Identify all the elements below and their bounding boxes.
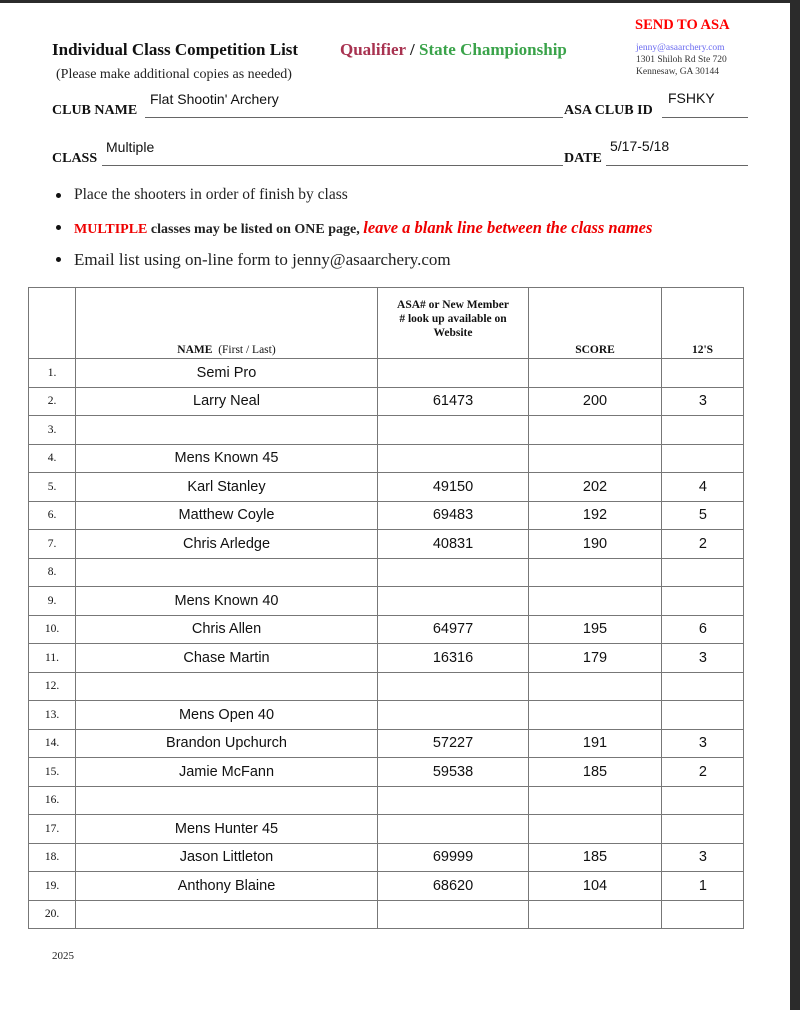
table-row <box>29 501 744 530</box>
score-cell[interactable]: 104 <box>529 872 662 901</box>
asa-number-cell[interactable] <box>378 786 529 815</box>
asa-number-cell[interactable] <box>378 558 529 587</box>
shooter-name-cell[interactable] <box>76 558 378 587</box>
twelves-count-cell[interactable] <box>662 359 744 388</box>
asa-number-cell[interactable]: 69483 <box>378 501 529 530</box>
row-number-cell[interactable]: 4. <box>29 444 76 473</box>
shooter-name-cell[interactable] <box>76 786 378 815</box>
twelves-count-cell[interactable]: 6 <box>662 615 744 644</box>
date-line <box>606 165 748 166</box>
asa-number-cell[interactable]: 69999 <box>378 843 529 872</box>
slash: / <box>410 40 415 59</box>
shooter-name-cell[interactable]: Mens Hunter 45 <box>76 815 378 844</box>
shooter-name-cell[interactable]: Chris Arledge <box>76 530 378 559</box>
subtitle: (Please make additional copies as needed) <box>56 67 292 82</box>
table-row <box>29 815 744 844</box>
table-row <box>29 359 744 388</box>
table-row <box>29 900 744 929</box>
row-number-cell[interactable]: 18. <box>29 843 76 872</box>
club-id-line <box>662 117 748 118</box>
score-cell[interactable]: 190 <box>529 530 662 559</box>
table-row <box>29 758 744 787</box>
asa-number-cell[interactable] <box>378 815 529 844</box>
shooter-name-cell[interactable]: Anthony Blaine <box>76 872 378 901</box>
twelves-count-cell[interactable]: 4 <box>662 473 744 502</box>
row-number-cell[interactable]: 1. <box>29 359 76 388</box>
twelves-count-cell[interactable]: 3 <box>662 729 744 758</box>
qualifier-label: Qualifier <box>340 40 406 59</box>
table-row <box>29 587 744 616</box>
row-number-cell[interactable]: 8. <box>29 558 76 587</box>
instruction-item <box>52 186 652 218</box>
asa-number-cell[interactable]: 59538 <box>378 758 529 787</box>
send-to-label: SEND TO ASA <box>635 17 730 33</box>
shooter-name-cell[interactable]: Jason Littleton <box>76 843 378 872</box>
asa-number-cell[interactable] <box>378 444 529 473</box>
shooter-name-cell[interactable] <box>76 416 378 445</box>
shooter-name-cell[interactable]: Matthew Coyle <box>76 501 378 530</box>
row-number-cell[interactable]: 11. <box>29 644 76 673</box>
score-cell[interactable] <box>529 786 662 815</box>
score-cell[interactable] <box>529 359 662 388</box>
header-number <box>29 288 76 359</box>
asa-number-cell[interactable] <box>378 701 529 730</box>
header-twelves: 12'S <box>662 288 744 359</box>
table-row <box>29 872 744 901</box>
asa-number-cell[interactable] <box>378 900 529 929</box>
score-cell[interactable] <box>529 416 662 445</box>
header-name-label: NAME <box>177 344 213 356</box>
table-row <box>29 558 744 587</box>
instructions-list <box>52 186 652 282</box>
twelves-count-cell[interactable]: 2 <box>662 530 744 559</box>
twelves-count-cell[interactable]: 5 <box>662 501 744 530</box>
twelves-count-cell[interactable] <box>662 558 744 587</box>
table-row <box>29 530 744 559</box>
club-name-value[interactable]: Flat Shootin' Archery <box>150 91 279 107</box>
twelves-count-cell[interactable] <box>662 900 744 929</box>
twelves-count-cell[interactable] <box>662 815 744 844</box>
shooter-name-cell[interactable]: Semi Pro <box>76 359 378 388</box>
score-cell[interactable]: 179 <box>529 644 662 673</box>
state-championship-label: State Championship <box>419 40 567 59</box>
row-number-cell[interactable]: 7. <box>29 530 76 559</box>
club-name-line <box>145 117 563 118</box>
shooter-name-cell[interactable]: Mens Known 45 <box>76 444 378 473</box>
shooter-name-cell[interactable] <box>76 900 378 929</box>
score-cell[interactable] <box>529 672 662 701</box>
class-value[interactable]: Multiple <box>106 139 155 155</box>
score-cell[interactable]: 202 <box>529 473 662 502</box>
club-name-label: CLUB NAME <box>52 103 138 118</box>
header-asa-line: # look up available on <box>399 313 507 325</box>
instruction-item <box>52 250 652 282</box>
row-number-cell[interactable]: 19. <box>29 872 76 901</box>
asa-number-cell[interactable]: 64977 <box>378 615 529 644</box>
table-row <box>29 473 744 502</box>
score-cell[interactable]: 200 <box>529 387 662 416</box>
table-row <box>29 644 744 673</box>
header-name-sub: (First / Last) <box>218 344 276 356</box>
date-value[interactable]: 5/17-5/18 <box>610 138 670 154</box>
asa-number-cell[interactable]: 68620 <box>378 872 529 901</box>
score-cell[interactable]: 185 <box>529 843 662 872</box>
address-line-1: 1301 Shiloh Rd Ste 720 <box>636 55 727 65</box>
address-block <box>636 42 727 78</box>
twelves-count-cell[interactable] <box>662 786 744 815</box>
twelves-count-cell[interactable]: 3 <box>662 387 744 416</box>
asa-number-cell[interactable]: 49150 <box>378 473 529 502</box>
row-number-cell[interactable]: 10. <box>29 615 76 644</box>
instruction-item <box>52 218 652 250</box>
twelves-count-cell[interactable]: 1 <box>662 872 744 901</box>
row-number-cell[interactable]: 13. <box>29 701 76 730</box>
score-cell[interactable]: 185 <box>529 758 662 787</box>
row-number-cell[interactable]: 20. <box>29 900 76 929</box>
date-label: DATE <box>564 151 602 166</box>
score-cell[interactable] <box>529 900 662 929</box>
header-name <box>76 288 378 359</box>
row-number-cell[interactable]: 6. <box>29 501 76 530</box>
shooter-name-cell[interactable]: Brandon Upchurch <box>76 729 378 758</box>
row-number-cell[interactable]: 16. <box>29 786 76 815</box>
header-asa <box>378 288 529 359</box>
shooter-name-cell[interactable]: Chris Allen <box>76 615 378 644</box>
score-cell[interactable] <box>529 701 662 730</box>
instruction-text: Email list using on-line form to jenny@asaarchery.com <box>74 250 451 269</box>
shooter-name-cell[interactable]: Mens Known 40 <box>76 587 378 616</box>
twelves-count-cell[interactable] <box>662 701 744 730</box>
address-line-2: Kennesaw, GA 30144 <box>636 67 720 77</box>
asa-number-cell[interactable] <box>378 416 529 445</box>
footer-year: 2025 <box>52 950 74 962</box>
table-row <box>29 615 744 644</box>
instruction-text: classes may be listed on ONE page, <box>147 222 364 237</box>
asa-number-cell[interactable] <box>378 672 529 701</box>
row-number-cell[interactable]: 17. <box>29 815 76 844</box>
shooter-name-cell[interactable] <box>76 672 378 701</box>
document-page <box>0 3 790 1010</box>
page-title: Individual Class Competition List <box>52 40 299 59</box>
score-cell[interactable] <box>529 815 662 844</box>
score-cell[interactable]: 195 <box>529 615 662 644</box>
twelves-count-cell[interactable] <box>662 416 744 445</box>
row-number-cell[interactable]: 9. <box>29 587 76 616</box>
asa-number-cell[interactable] <box>378 359 529 388</box>
row-number-cell[interactable]: 2. <box>29 387 76 416</box>
table-row <box>29 786 744 815</box>
table-header-row <box>29 288 744 359</box>
table-row <box>29 416 744 445</box>
competition-type <box>340 40 567 60</box>
asa-number-cell[interactable] <box>378 587 529 616</box>
table-row <box>29 387 744 416</box>
twelves-count-cell[interactable] <box>662 672 744 701</box>
score-cell[interactable]: 192 <box>529 501 662 530</box>
competition-table <box>28 287 744 929</box>
shooter-name-cell[interactable]: Mens Open 40 <box>76 701 378 730</box>
score-cell[interactable]: 191 <box>529 729 662 758</box>
asa-number-cell[interactable]: 16316 <box>378 644 529 673</box>
table-row <box>29 701 744 730</box>
twelves-count-cell[interactable]: 3 <box>662 843 744 872</box>
header-score: SCORE <box>529 288 662 359</box>
multiple-emphasis: MULTIPLE <box>74 222 148 237</box>
club-id-value[interactable]: FSHKY <box>668 90 715 106</box>
twelves-count-cell[interactable]: 3 <box>662 644 744 673</box>
header-asa-line: Website <box>433 327 473 339</box>
instruction-text: Place the shooters in order of finish by class <box>74 186 348 203</box>
score-cell[interactable] <box>529 587 662 616</box>
class-label: CLASS <box>52 151 98 166</box>
asa-number-cell[interactable]: 57227 <box>378 729 529 758</box>
twelves-count-cell[interactable] <box>662 587 744 616</box>
twelves-count-cell[interactable]: 2 <box>662 758 744 787</box>
row-number-cell[interactable]: 15. <box>29 758 76 787</box>
class-line <box>102 165 563 166</box>
row-number-cell[interactable]: 3. <box>29 416 76 445</box>
score-cell[interactable] <box>529 444 662 473</box>
shooter-name-cell[interactable]: Larry Neal <box>76 387 378 416</box>
header-asa-line: ASA# or New Member <box>397 299 509 311</box>
table-row <box>29 729 744 758</box>
asa-number-cell[interactable]: 61473 <box>378 387 529 416</box>
twelves-count-cell[interactable] <box>662 444 744 473</box>
score-cell[interactable] <box>529 558 662 587</box>
row-number-cell[interactable]: 14. <box>29 729 76 758</box>
asa-number-cell[interactable]: 40831 <box>378 530 529 559</box>
row-number-cell[interactable]: 5. <box>29 473 76 502</box>
shooter-name-cell[interactable]: Jamie McFann <box>76 758 378 787</box>
row-number-cell[interactable]: 12. <box>29 672 76 701</box>
shooter-name-cell[interactable]: Karl Stanley <box>76 473 378 502</box>
shooter-name-cell[interactable]: Chase Martin <box>76 644 378 673</box>
email-link[interactable]: jenny@asaarchery.com <box>636 43 725 53</box>
blank-line-emphasis: leave a blank line between the class names <box>363 218 653 237</box>
table-row <box>29 444 744 473</box>
table-row <box>29 672 744 701</box>
table-row <box>29 843 744 872</box>
club-id-label: ASA CLUB ID <box>564 103 653 118</box>
